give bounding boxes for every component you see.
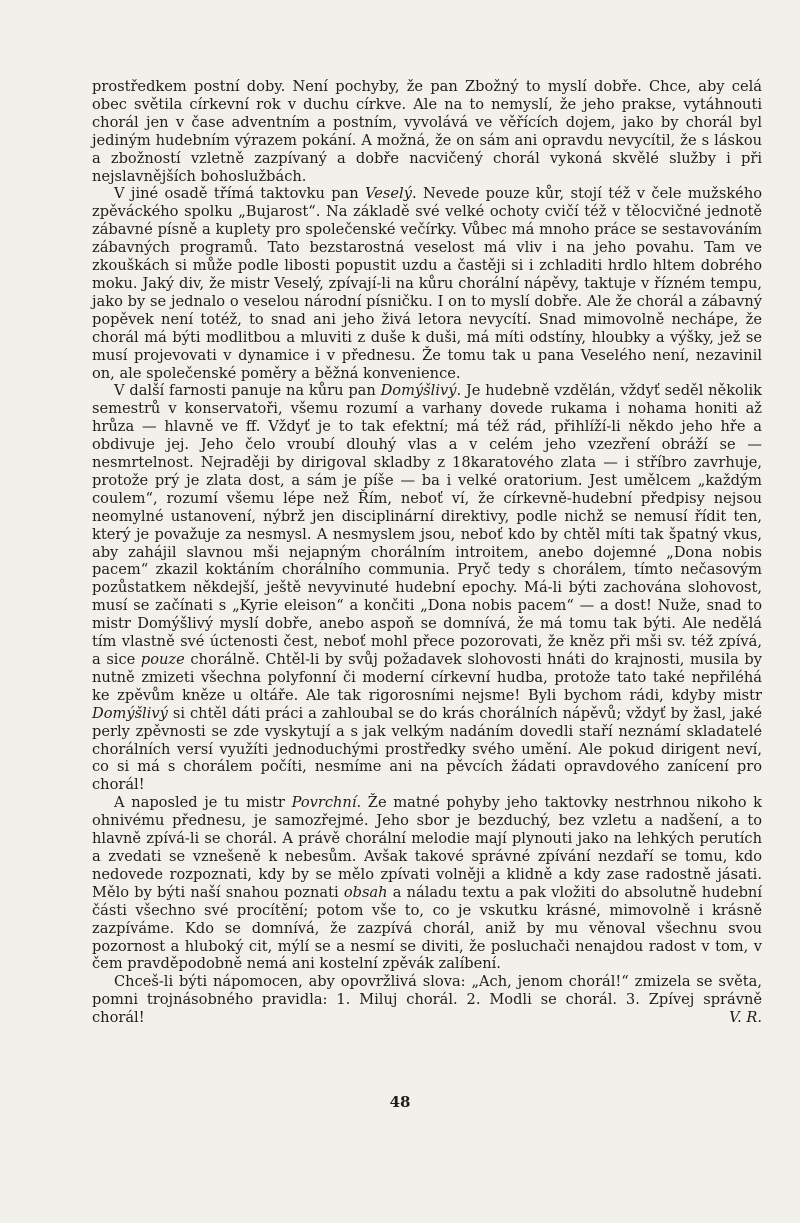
text-segment: . Že matné pohyby jeho taktovky nestrhnou nikoho k ohnivému přednesu, je samozřejmé. Jeho sbor je bezduchý, bez vzletu a nadšení, a to hlavně zpívá-li se chorál. A právě chorální melodie mají plynouti jako na lehkých perutích a zvedati se vznešeně k nebesům. Avšak takové správné zpívání nezdaří se tomu, kdo nedovede rozpoznati, kdy by se mělo zpívati volněji a klidně a kdy zase radostně jásati. Mělo by býti naší snahou poznati [92,794,763,901]
paragraph-5 [92,973,762,1027]
text-segment: . Nevede pouze kůr, stojí též v čele mužského zpěváckého spolku „Bujarost“. Na základě své velké ochoty cvičí též v tělocvičné jednotě zábavné písně a kuplety pro společenské večírky. Vůbec má mnoho práce se sestavováním zábavných programů. Tato bezstarostná veselost má vliv i na jeho povahu. Tam ve zkouškách si může podle libosti popustit uzdu a častěji si i zchladiti hrdlo hltem dobrého moku. Jaký div, že mistr Veselý, zpívají-li na kůru chorální nápěvy, taktuje v řízném tempu, jako by se jednalo o veselou národní písničku. I on to myslí dobře. Ale že chorál a zábavný popěvek není totéž, to snad ani jeho živá letora nevycítí. Snad mimovolně nechápe, že chorál má býti modlitbou a mluviti z duše k duši, má míti odstíny, hloubky a výšky, jež se musí projevovati v dynamice i v přednesu. Že tomu tak u pana Veselého není, nezavinil on, ale společenské poměry a běžná konvenience. [92,185,763,382]
text-segment: si chtěl dáti práci a zahloubal se do krás chorálních nápěvů; vždyť by žasl, jaké perly zpěvnosti se zde vyskytují a s jak velkým nadáním dovedli staří neznámí skladatelé chorálních versí využíti jednoduchými prostředky svého umění. Ale pokud dirigent neví, co si má s chorálem počíti, nesmíme ani na pěvcích žádati opravdového zanícení pro chorál! [92,704,762,794]
emphasized-name: Veselý [365,185,412,203]
emphasized-name: pouze [140,651,185,668]
paragraph-2 [92,185,762,382]
emphasized-name: Domýšlivý [380,382,457,400]
text-segment: . Je hudebně vzdělán, vždyť seděl několik semestrů v konservatoři, všemu rozumí a varhany dovede rukama i nohama honiti až hrůza — hlavně ve ff. Vždyť je to tak efektní; má též rád, přihlíží-li někdo jeho hře a obdivuje jej. Jeho čelo vroubí dlouhý vlas a v celém jeho vzezření obráží se — nesmrtelnost. Nejraději by dirigoval skladby z 18karatového zlata — i stříbro zavrhuje, protože prý je zlata dost, a sám je píše — ba i velké oratorium. Jest umělcem „každým coulem“, rozumí všemu lépe než Řím, neboť ví, že církevně-hudební předpisy nejsou neomylné ustanovení, nýbrž jen disciplinární direktivy, podle nichž se nemusí řídit ten, který je považuje za nesmysl. A nesmyslem jsou, neboť kdo by chtěl míti tak špatný vkus, aby zahájil slavnou mši nejapným chorálním introitem, anebo dojemné „Dona nobis pacem“ zkazil koktáním chorálního communia. Pryč tedy s chorálem, tímto nečasovým pozůstatkem někdejší, ještě nevyvinuté hudební epochy. Má-li býti zachována slohovost, musí se začínati s „Kyrie eleison“ a končiti „Dona nobis pacem“ — a dost! Nuže, snad to mistr Domýšlivý myslí dobře, anebo aspoň se domnívá, že má tomu tak býti. Ale nedělá tím vlastně své úctenosti čest, neboť mohl přece pozorovati, že kněz při mši sv. též zpívá, a sice [92,382,762,668]
text-segment: A naposled je tu mistr [114,794,292,812]
text-segment: V další farnosti panuje na kůru pan [114,382,381,400]
emphasized-name: Domýšlivý [92,704,168,722]
page-number: 48 [389,1093,411,1111]
emphasized-name: obsah [343,883,388,901]
text-segment: chorálně. Chtěl-li by svůj požadavek slohovosti hnáti do krajnosti, musila by nutně zmizeti všechna polyfonní či moderní církevní hudba, protože tato také nepřiléhá ke zpěvům kněze u oltáře. Ale tak rigorosními nejsme! Byli bychom rádi, kdyby mistr [92,651,763,704]
document-body [92,78,762,1027]
text-segment: Chceš-li býti nápomocen, aby opovržlivá slova: „Ach, jenom chorál!“ zmizela se světa, pomni trojnásobného pravidla: 1. Miluj chorál. 2. Modli se chorál. 3. Zpívej správně chorál! [92,973,762,1027]
paragraph-3 [92,382,762,794]
author-signature: V. R. [729,1009,762,1027]
paragraph-1 [92,78,762,185]
paragraph-4 [92,794,762,973]
text-segment: V jiné osadě třímá taktovku pan [114,185,366,203]
emphasized-name: Povrchní [291,794,357,812]
text-segment: prostředkem postní doby. Není pochyby, že pan Zbožný to myslí dobře. Chce, aby celá obec světila církevní rok v duchu církve. Ale na to nemyslí, že jeho prakse, vytáhnouti chorál jen v čase adventním a postním, vyvolává ve věřících dojem, jako by chorál byl jediným hudebním výrazem pokání. A možná, že on sám ani opravdu nevycítil, že s láskou a zbožností vzletně zazpívaný a dobře nacvičený chorál vykoná skvělé služby i při nejslavnějších bohoslužbách. [92,78,762,185]
text-segment: a náladu textu a pak vložiti do absolutně hudební části všechno své procítění; potom vše to, co je vskutku krásné, mimovolně i krásně zazpíváme. Kdo se domnívá, že zazpívá chorál, aniž by mu věnoval všechnu svou pozornost a hluboký cit, mýlí se a nesmí se diviti, že posluchači nenajdou radost v tom, v čem pravděpodobně nemá ani kostelní zpěvák zalíbení. [92,883,762,973]
